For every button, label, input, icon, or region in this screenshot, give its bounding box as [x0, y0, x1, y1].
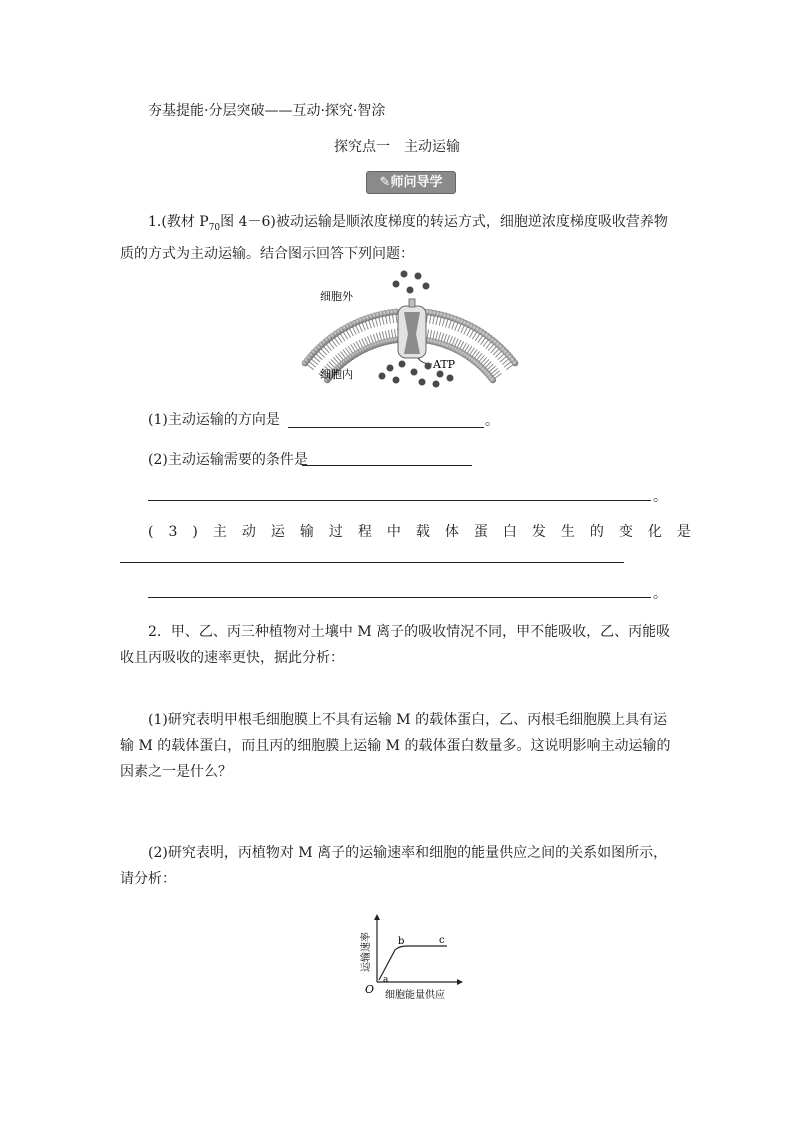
- q2-part1: (1)研究表明甲根毛细胞膜上不具有运输 M 的载体蛋白，乙、丙根毛细胞膜上具有运输 M 的载体蛋白，而且丙的细胞膜上运输 M 的载体蛋白数量多。这说明影响主动运输的因素之一是什么？: [120, 712, 671, 780]
- page-header: 夯基提能·分层突破——互动·探究·智涂: [148, 103, 386, 119]
- end-mark-3: 。: [653, 586, 667, 602]
- origin-label: O: [365, 983, 375, 996]
- membrane-diagram: [290, 268, 530, 390]
- answer-line-4: [120, 562, 624, 563]
- answer-line-2: [302, 465, 472, 466]
- answer-line-5: [148, 597, 651, 598]
- label-outside: 细胞外: [320, 290, 353, 303]
- section-badge: [366, 171, 456, 194]
- point-b: b: [398, 936, 405, 947]
- q1-part2: (2)主动运输需要的条件是: [148, 452, 308, 468]
- x-axis-label: 细胞能量供应: [385, 990, 445, 1001]
- q1-intro: 1.(教材 $P_{70}$图 4－6)被动运输是顺浓度梯度的转运方式，细胞逆浓度梯度吸收营养物质的方式为主动运输。结合图示回答下列问题：: [120, 214, 668, 262]
- label-atp: ATP: [433, 358, 456, 371]
- carrier-protein: [398, 299, 426, 358]
- y-axis-label: 运输速率: [361, 932, 372, 972]
- badge-label: 师问导学: [390, 175, 443, 190]
- q1-part1: (1)主动运输的方向是: [148, 412, 280, 428]
- q2-intro: 2．甲、乙、丙三种植物对土壤中 M 离子的吸收情况不同，甲不能吸收，乙、丙能吸收且丙吸收的速率更快，据此分析：: [120, 624, 671, 666]
- book-icon: ✎: [379, 175, 391, 190]
- answer-line-3: [148, 500, 651, 501]
- rate-graph: [355, 910, 475, 1005]
- q2-part2: (2)研究表明，丙植物对 M 离子的运输速率和细胞的能量供应之间的关系如图所示，请分析：: [120, 845, 668, 887]
- point-c: c: [439, 935, 445, 946]
- label-inside: 细胞内: [320, 368, 353, 381]
- end-mark-2: 。: [653, 489, 667, 505]
- point-a: a: [383, 975, 389, 985]
- section-title: 探究点一 主动运输: [334, 139, 460, 155]
- end-mark-1: 。: [485, 413, 499, 429]
- answer-line-1: [288, 427, 484, 428]
- q1-part3: (3)主动运输过程中载体蛋白发生的变化是: [148, 524, 706, 540]
